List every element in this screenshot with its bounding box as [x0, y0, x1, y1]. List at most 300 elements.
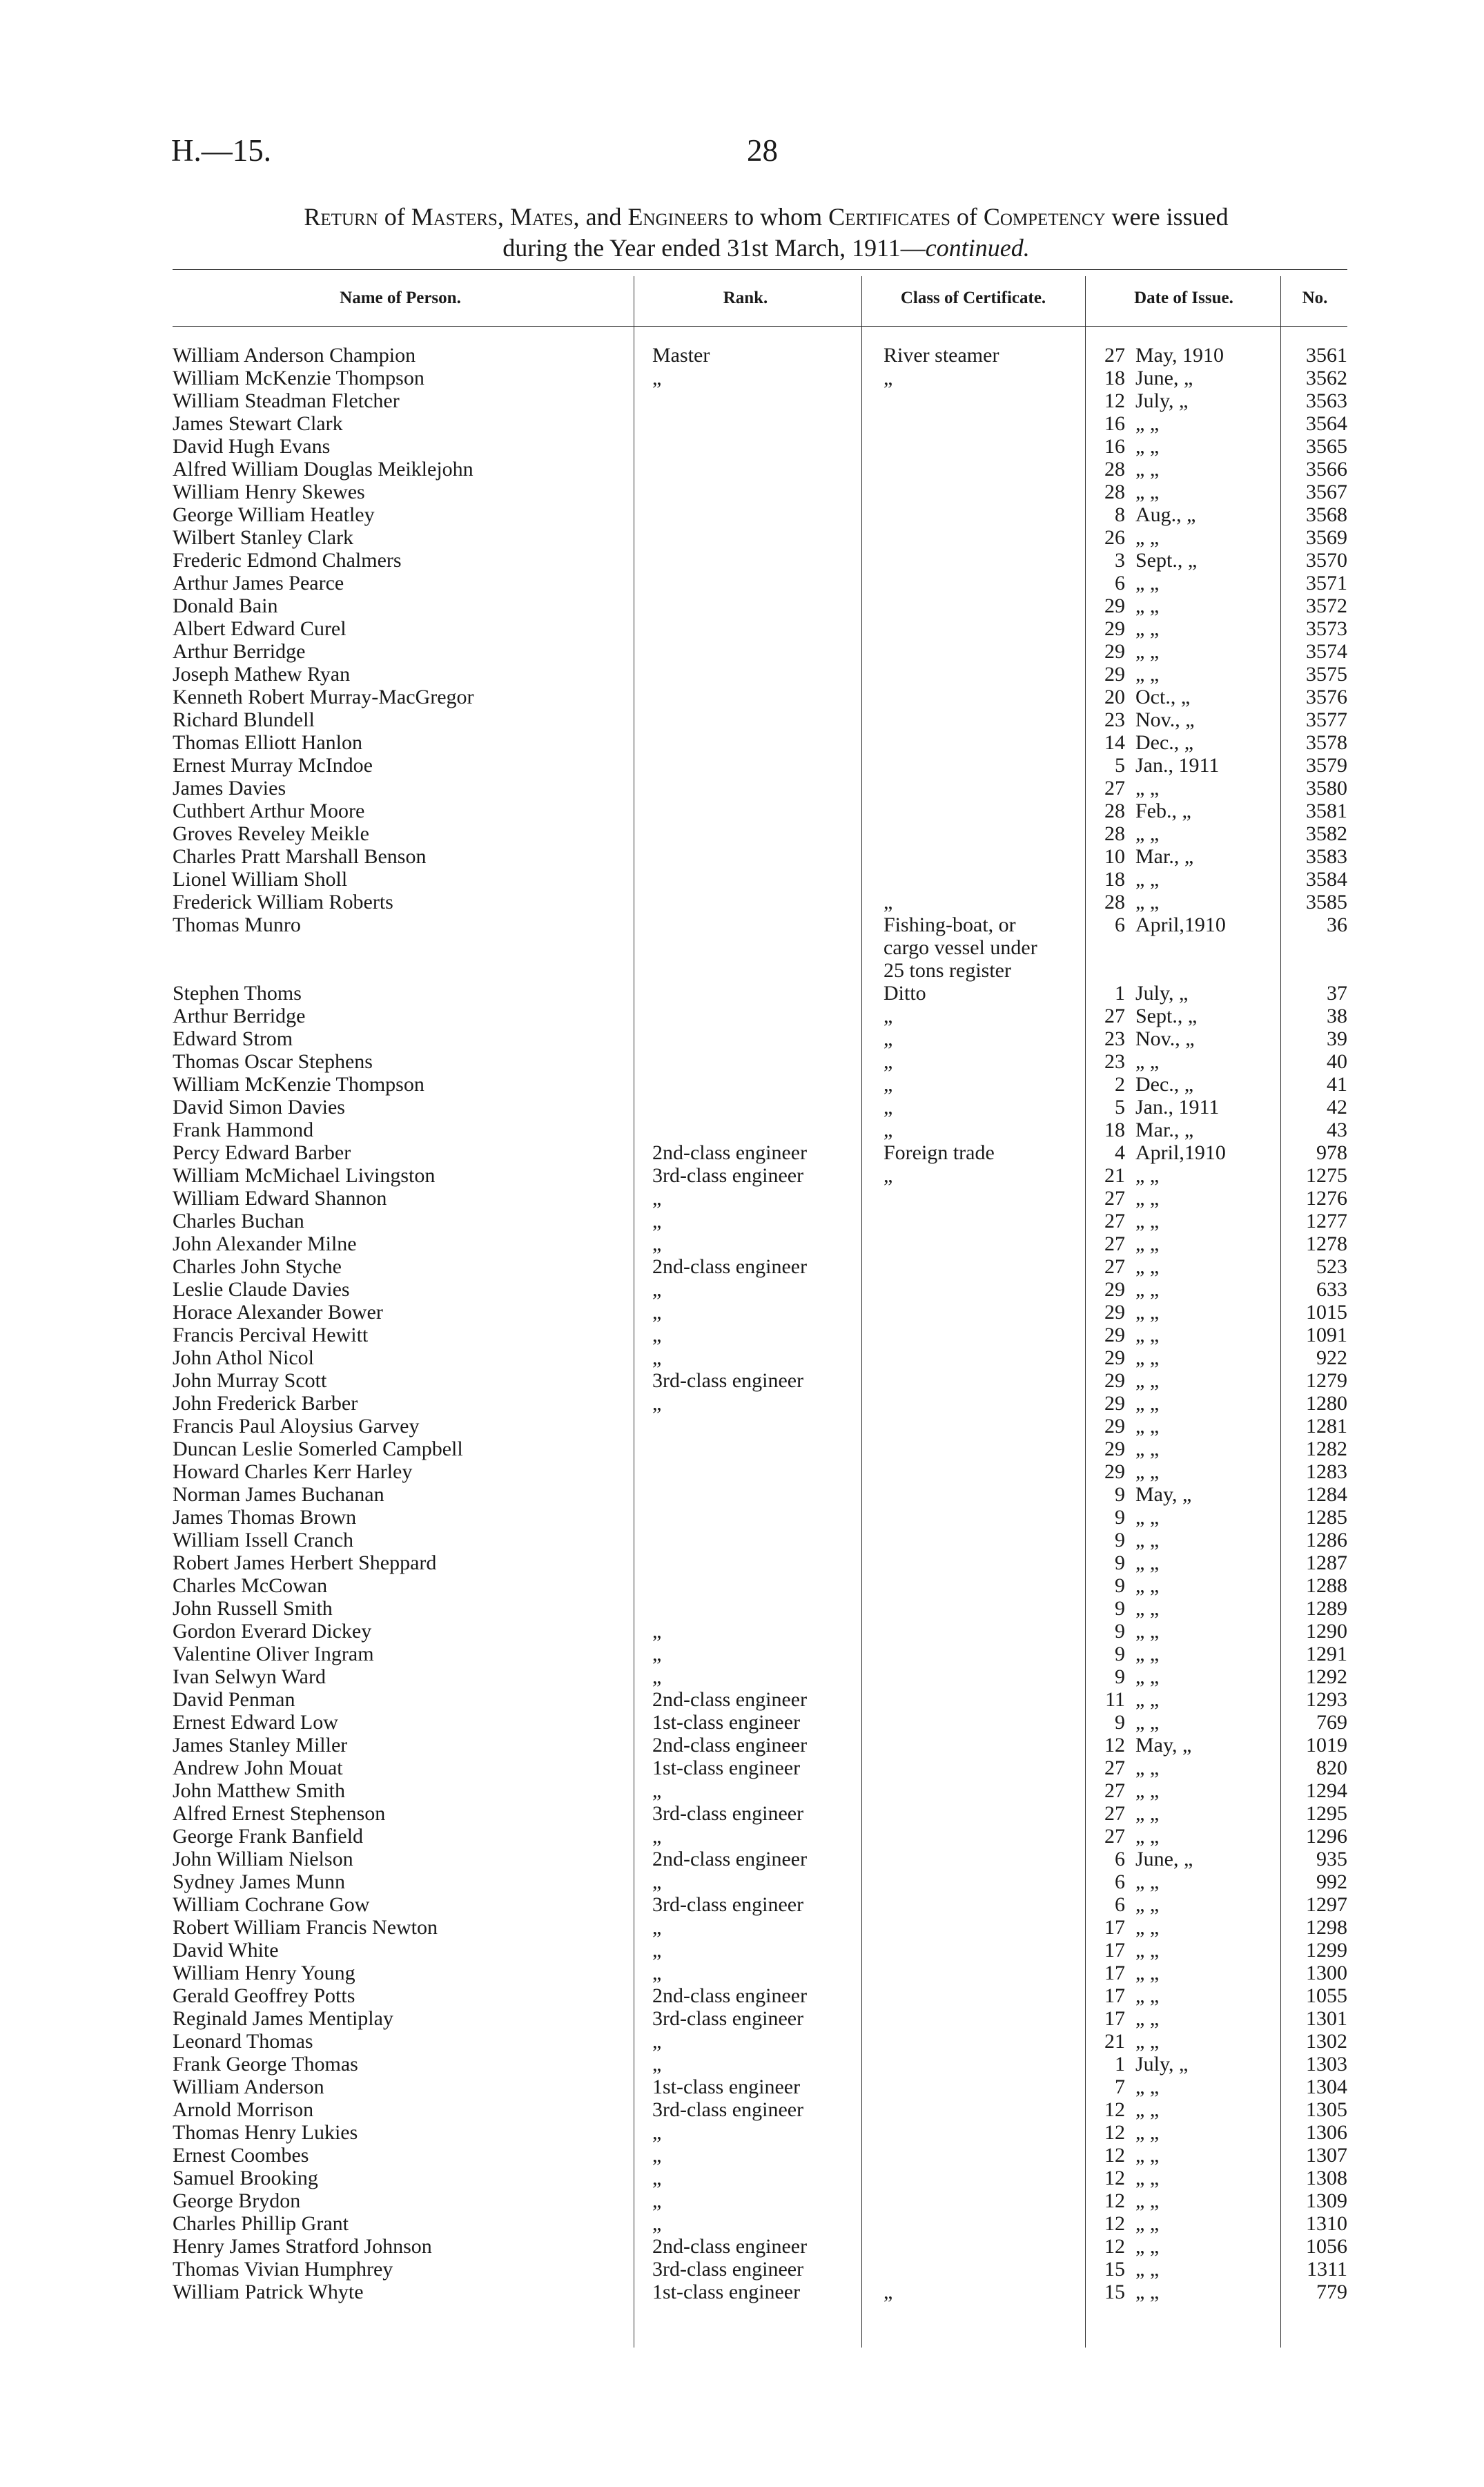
cell-name: Arthur Berridge: [173, 1005, 306, 1027]
cell-date: „ „: [1135, 617, 1160, 640]
cell-number: 1281: [1306, 1415, 1347, 1438]
cell-date: „ „: [1135, 435, 1160, 458]
cell-day: 18: [1104, 868, 1125, 891]
cell-date: „ „: [1135, 1187, 1160, 1210]
cell-rank: 1st-class engineer: [652, 2075, 801, 2098]
title-word: Return: [304, 203, 378, 231]
cell-day: 1: [1115, 982, 1125, 1005]
cell-day: 12: [1104, 2121, 1125, 2144]
cell-date: „ „: [1135, 2121, 1160, 2144]
table-row: [0, 435, 1484, 458]
table-row: [0, 412, 1484, 435]
cell-date: April,1910: [1135, 1141, 1226, 1164]
cell-rank: „: [652, 2167, 662, 2189]
cell-date: „ „: [1135, 1893, 1160, 1916]
cell-name: Charles Buchan: [173, 1210, 304, 1232]
cell-day: 18: [1104, 1119, 1125, 1141]
cell-number: 1295: [1306, 1802, 1347, 1825]
table-row: [0, 1369, 1484, 1392]
cell-date: „ „: [1135, 1551, 1160, 1574]
cell-name: Thomas Henry Lukies: [173, 2121, 358, 2144]
cell-day: 17: [1104, 1962, 1125, 1984]
cell-date: „ „: [1135, 1278, 1160, 1301]
cell-rank: „: [652, 1779, 662, 1802]
cell-number: 3563: [1306, 389, 1347, 412]
cell-date: „ „: [1135, 594, 1160, 617]
cell-name: William Steadman Fletcher: [173, 389, 400, 412]
cell-number: 1308: [1306, 2167, 1347, 2189]
cell-number: 523: [1316, 1255, 1347, 1278]
cell-day: 9: [1115, 1483, 1125, 1506]
cell-name: William Edward Shannon: [173, 1187, 387, 1210]
cell-name: Percy Edward Barber: [173, 1141, 351, 1164]
table-row: [0, 2258, 1484, 2281]
cell-date: „ „: [1135, 1232, 1160, 1255]
cell-day: 16: [1104, 435, 1125, 458]
cell-number: 1302: [1306, 2030, 1347, 2053]
table-row: [0, 594, 1484, 617]
cell-name: Frank Hammond: [173, 1119, 314, 1141]
table-row: [0, 2098, 1484, 2121]
cell-date: „ „: [1135, 1665, 1160, 1688]
cell-class: „: [883, 1119, 893, 1141]
cell-rank: 2nd-class engineer: [652, 1984, 808, 2007]
cell-day: 12: [1104, 2212, 1125, 2235]
table-row: [0, 2235, 1484, 2258]
table-row: [0, 1529, 1484, 1551]
table-row: [0, 572, 1484, 594]
cell-day: 28: [1104, 458, 1125, 481]
cell-number: 3582: [1306, 822, 1347, 845]
cell-day: 27: [1104, 1757, 1125, 1779]
cell-number: 1301: [1306, 2007, 1347, 2030]
cell-number: 769: [1316, 1711, 1347, 1734]
cell-name: William Cochrane Gow: [173, 1893, 370, 1916]
cell-number: 1310: [1306, 2212, 1347, 2235]
cell-rank: „: [652, 1210, 662, 1232]
cell-day: 28: [1104, 891, 1125, 913]
cell-day: 12: [1104, 1734, 1125, 1757]
cell-date: „ „: [1135, 1255, 1160, 1278]
cell-name: Francis Percival Hewitt: [173, 1324, 369, 1346]
cell-name: David Hugh Evans: [173, 435, 331, 458]
cell-class: 25 tons register: [883, 959, 1011, 982]
cell-day: 12: [1104, 2167, 1125, 2189]
cell-rank: „: [652, 1278, 662, 1301]
cell-name: Lionel William Sholl: [173, 868, 348, 891]
table-row: [0, 2212, 1484, 2235]
cell-name: John Murray Scott: [173, 1369, 327, 1392]
cell-class: „: [883, 367, 893, 389]
cell-name: David White: [173, 1939, 279, 1962]
cell-day: 27: [1104, 344, 1125, 367]
cell-number: 3561: [1306, 344, 1347, 367]
cell-name: Henry James Stratford Johnson: [173, 2235, 432, 2258]
table-row: [0, 1119, 1484, 1141]
cell-name: William McMichael Livingston: [173, 1164, 436, 1187]
cell-name: Norman James Buchanan: [173, 1483, 384, 1506]
cell-name: Edward Strom: [173, 1027, 293, 1050]
cell-number: 3567: [1306, 481, 1347, 503]
cell-day: 9: [1115, 1597, 1125, 1620]
cell-name: James Stanley Miller: [173, 1734, 348, 1757]
table-row: [0, 617, 1484, 640]
cell-number: 42: [1327, 1096, 1347, 1119]
cell-date: „ „: [1135, 2212, 1160, 2235]
cell-rank: 1st-class engineer: [652, 1711, 801, 1734]
cell-number: 1303: [1306, 2053, 1347, 2075]
cell-date: „ „: [1135, 1757, 1160, 1779]
cell-day: 18: [1104, 367, 1125, 389]
cell-rank: „: [652, 1939, 662, 1962]
column-header-date: Date of Issue.: [1134, 289, 1233, 307]
cell-number: 3565: [1306, 435, 1347, 458]
cell-name: Frank George Thomas: [173, 2053, 358, 2075]
table-row: [0, 1779, 1484, 1802]
cell-date: May, 1910: [1135, 344, 1224, 367]
cell-day: 17: [1104, 2007, 1125, 2030]
table-row: [0, 1005, 1484, 1027]
table-row: [0, 845, 1484, 868]
cell-name: Ernest Coombes: [173, 2144, 309, 2167]
table-row: [0, 913, 1484, 936]
cell-name: Gordon Everard Dickey: [173, 1620, 372, 1643]
cell-rank: 2nd-class engineer: [652, 1848, 808, 1870]
cell-number: 1296: [1306, 1825, 1347, 1848]
cell-date: „ „: [1135, 572, 1160, 594]
cell-date: „ „: [1135, 2030, 1160, 2053]
cell-day: 12: [1104, 2098, 1125, 2121]
cell-date: „ „: [1135, 2189, 1160, 2212]
title-word: and: [579, 203, 628, 231]
table-row: [0, 1164, 1484, 1187]
cell-date: Nov., „: [1135, 1027, 1195, 1050]
title-word: of: [950, 203, 984, 231]
cell-day: 29: [1104, 1438, 1125, 1460]
cell-date: „ „: [1135, 868, 1160, 891]
cell-rank: „: [652, 2212, 662, 2235]
title-word: were issued: [1105, 203, 1229, 231]
cell-number: 992: [1316, 1870, 1347, 1893]
cell-day: 27: [1104, 777, 1125, 800]
cell-name: Leslie Claude Davies: [173, 1278, 350, 1301]
table-row: [0, 1346, 1484, 1369]
cell-day: 2: [1115, 1073, 1125, 1096]
cell-name: Stephen Thoms: [173, 982, 302, 1005]
table-row: [0, 481, 1484, 503]
cell-name: Arthur James Pearce: [173, 572, 344, 594]
cell-number: 1289: [1306, 1597, 1347, 1620]
table-row: [0, 1962, 1484, 1984]
table-row: [0, 1096, 1484, 1119]
cell-date: „ „: [1135, 1460, 1160, 1483]
cell-day: 3: [1115, 549, 1125, 572]
cell-date: May, „: [1135, 1483, 1192, 1506]
cell-name: Joseph Mathew Ryan: [173, 663, 351, 686]
table-row: [0, 1050, 1484, 1073]
cell-name: Albert Edward Curel: [173, 617, 346, 640]
table-row: [0, 1506, 1484, 1529]
cell-number: 922: [1316, 1346, 1347, 1369]
cell-date: „ „: [1135, 526, 1160, 549]
cell-number: 3576: [1306, 686, 1347, 708]
cell-rank: „: [652, 2053, 662, 2075]
table-row: [0, 2121, 1484, 2144]
cell-name: Charles Pratt Marshall Benson: [173, 845, 427, 868]
cell-number: 1307: [1306, 2144, 1347, 2167]
cell-date: „ „: [1135, 640, 1160, 663]
cell-number: 3571: [1306, 572, 1347, 594]
table-row: [0, 2075, 1484, 2098]
cell-day: 9: [1115, 1711, 1125, 1734]
cell-day: 6: [1115, 572, 1125, 594]
cell-rank: 2nd-class engineer: [652, 1255, 808, 1278]
table-row: [0, 891, 1484, 913]
cell-rank: 1st-class engineer: [652, 2281, 801, 2303]
table-row: [0, 1073, 1484, 1096]
cell-date: Dec., „: [1135, 1073, 1194, 1096]
cell-day: 27: [1104, 1005, 1125, 1027]
cell-day: 8: [1115, 503, 1125, 526]
cell-date: „ „: [1135, 1438, 1160, 1460]
table-row: [0, 1210, 1484, 1232]
column-header-class: Class of Certificate.: [900, 289, 1046, 307]
table-row: [0, 2281, 1484, 2303]
cell-number: 3562: [1306, 367, 1347, 389]
table-row: [0, 2030, 1484, 2053]
cell-day: 12: [1104, 2235, 1125, 2258]
table-row: [0, 1893, 1484, 1916]
cell-rank: „: [652, 1665, 662, 1688]
cell-date: May, „: [1135, 1734, 1192, 1757]
cell-date: Jan., 1911: [1135, 754, 1220, 777]
cell-date: „ „: [1135, 2098, 1160, 2121]
cell-name: Arnold Morrison: [173, 2098, 314, 2121]
cell-date: „ „: [1135, 1346, 1160, 1369]
table-row: [0, 1665, 1484, 1688]
cell-date: „ „: [1135, 1779, 1160, 1802]
table-row: [0, 663, 1484, 686]
cell-number: 1311: [1307, 2258, 1347, 2281]
cell-day: 9: [1115, 1574, 1125, 1597]
cell-date: „ „: [1135, 663, 1160, 686]
cell-number: 3575: [1306, 663, 1347, 686]
cell-name: William Anderson: [173, 2075, 324, 2098]
table-row: [0, 2144, 1484, 2167]
table-row: [0, 1460, 1484, 1483]
cell-name: Thomas Elliott Hanlon: [173, 731, 362, 754]
title-line-2-text: during the Year ended 31st March, 1911—: [502, 234, 926, 262]
table-row: [0, 2007, 1484, 2030]
cell-number: 3572: [1306, 594, 1347, 617]
cell-name: John Alexander Milne: [173, 1232, 357, 1255]
cell-date: Feb., „: [1135, 800, 1191, 822]
cell-day: 27: [1104, 1187, 1125, 1210]
cell-date: „ „: [1135, 1870, 1160, 1893]
cell-rank: „: [652, 1870, 662, 1893]
table-row: [0, 1984, 1484, 2007]
cell-number: 36: [1327, 913, 1347, 936]
cell-rank: „: [652, 1643, 662, 1665]
cell-date: „ „: [1135, 1643, 1160, 1665]
cell-date: Nov., „: [1135, 708, 1195, 731]
cell-class: „: [883, 1005, 893, 1027]
cell-number: 1300: [1306, 1962, 1347, 1984]
cell-number: 40: [1327, 1050, 1347, 1073]
cell-number: 1309: [1306, 2189, 1347, 2212]
cell-rank: 2nd-class engineer: [652, 1734, 808, 1757]
column-header-rank: Rank.: [723, 289, 768, 307]
cell-name: Frederic Edmond Chalmers: [173, 549, 402, 572]
cell-name: William McKenzie Thompson: [173, 1073, 424, 1096]
table-row: [0, 1255, 1484, 1278]
cell-day: 23: [1104, 1027, 1125, 1050]
cell-number: 1015: [1306, 1301, 1347, 1324]
cell-name: John Russell Smith: [173, 1597, 333, 1620]
cell-name: John Frederick Barber: [173, 1392, 358, 1415]
cell-name: John Athol Nicol: [173, 1346, 315, 1369]
cell-number: 3568: [1306, 503, 1347, 526]
cell-day: 23: [1104, 708, 1125, 731]
cell-day: 27: [1104, 1802, 1125, 1825]
cell-date: „ „: [1135, 777, 1160, 800]
cell-name: Valentine Oliver Ingram: [173, 1643, 374, 1665]
cell-day: 21: [1104, 1164, 1125, 1187]
cell-day: 20: [1104, 686, 1125, 708]
cell-rank: „: [652, 1620, 662, 1643]
cell-name: George Frank Banfield: [173, 1825, 364, 1848]
table-row: [0, 1939, 1484, 1962]
cell-rank: 3rd-class engineer: [652, 2258, 804, 2281]
cell-day: 29: [1104, 1415, 1125, 1438]
cell-rank: 3rd-class engineer: [652, 2098, 804, 2121]
cell-rank: „: [652, 2144, 662, 2167]
cell-number: 3574: [1306, 640, 1347, 663]
cell-number: 1291: [1306, 1643, 1347, 1665]
cell-class: „: [883, 1027, 893, 1050]
cell-name: George William Heatley: [173, 503, 375, 526]
cell-date: „ „: [1135, 2007, 1160, 2030]
cell-date: „ „: [1135, 1916, 1160, 1939]
cell-number: 1294: [1306, 1779, 1347, 1802]
cell-class: cargo vessel under: [883, 936, 1037, 959]
cell-day: 9: [1115, 1506, 1125, 1529]
cell-day: 29: [1104, 663, 1125, 686]
table-row: [0, 1802, 1484, 1825]
cell-date: June, „: [1135, 1848, 1193, 1870]
cell-number: 1019: [1306, 1734, 1347, 1757]
cell-day: 27: [1104, 1210, 1125, 1232]
document-reference: H.—15.: [171, 133, 271, 168]
cell-class: „: [883, 2281, 893, 2303]
table-row: [0, 1825, 1484, 1848]
cell-rank: „: [652, 1324, 662, 1346]
cell-number: 1276: [1306, 1187, 1347, 1210]
cell-day: 27: [1104, 1232, 1125, 1255]
cell-rank: „: [652, 1392, 662, 1415]
cell-date: Aug., „: [1135, 503, 1196, 526]
cell-number: 1275: [1306, 1164, 1347, 1187]
cell-date: „ „: [1135, 1506, 1160, 1529]
cell-number: 3578: [1306, 731, 1347, 754]
column-header-number: No.: [1302, 289, 1328, 307]
table-row: [0, 1551, 1484, 1574]
cell-number: 1091: [1306, 1324, 1347, 1346]
cell-day: 10: [1104, 845, 1125, 868]
cell-day: 29: [1104, 1346, 1125, 1369]
cell-day: 12: [1104, 2189, 1125, 2212]
cell-day: 11: [1105, 1688, 1125, 1711]
cell-date: „ „: [1135, 822, 1160, 845]
cell-date: „ „: [1135, 1415, 1160, 1438]
title-word: Competency: [983, 203, 1106, 231]
table-row: [0, 1415, 1484, 1438]
cell-name: Groves Reveley Meikle: [173, 822, 369, 845]
cell-date: Sept., „: [1135, 549, 1198, 572]
table-row: [0, 1141, 1484, 1164]
table-row: [0, 1597, 1484, 1620]
cell-name: Sydney James Munn: [173, 1870, 345, 1893]
cell-day: 28: [1104, 481, 1125, 503]
cell-date: „ „: [1135, 1984, 1160, 2007]
table-row: [0, 344, 1484, 367]
cell-name: George Brydon: [173, 2189, 301, 2212]
cell-date: „ „: [1135, 412, 1160, 435]
cell-date: July, „: [1135, 389, 1189, 412]
cell-name: Robert William Francis Newton: [173, 1916, 438, 1939]
cell-name: John Matthew Smith: [173, 1779, 346, 1802]
cell-number: 1285: [1306, 1506, 1347, 1529]
cell-number: 43: [1327, 1119, 1347, 1141]
cell-number: 820: [1316, 1757, 1347, 1779]
cell-day: 17: [1104, 1984, 1125, 2007]
cell-name: Thomas Munro: [173, 913, 301, 936]
cell-day: 5: [1115, 754, 1125, 777]
cell-name: William Henry Young: [173, 1962, 355, 1984]
table-title: [179, 202, 1353, 264]
cell-number: 3583: [1306, 845, 1347, 868]
table-row: [0, 1438, 1484, 1460]
cell-name: Thomas Vivian Humphrey: [173, 2258, 393, 2281]
cell-name: Alfred William Douglas Meiklejohn: [173, 458, 473, 481]
title-line-1: [179, 202, 1353, 233]
cell-number: 1280: [1306, 1392, 1347, 1415]
cell-date: „ „: [1135, 1825, 1160, 1848]
cell-date: July, „: [1135, 982, 1189, 1005]
cell-date: Jan., 1911: [1135, 1096, 1220, 1119]
cell-rank: „: [652, 2121, 662, 2144]
cell-name: David Simon Davies: [173, 1096, 345, 1119]
cell-day: 7: [1115, 2075, 1125, 2098]
table-row: [0, 549, 1484, 572]
table-row: [0, 822, 1484, 845]
cell-name: Donald Bain: [173, 594, 278, 617]
cell-date: „ „: [1135, 1050, 1160, 1073]
cell-day: 29: [1104, 640, 1125, 663]
cell-date: „ „: [1135, 891, 1160, 913]
cell-day: 27: [1104, 1825, 1125, 1848]
cell-number: 1298: [1306, 1916, 1347, 1939]
cell-rank: „: [652, 367, 662, 389]
cell-day: 17: [1104, 1939, 1125, 1962]
cell-date: „ „: [1135, 2258, 1160, 2281]
cell-rank: 3rd-class engineer: [652, 1164, 804, 1187]
cell-class: River steamer: [883, 344, 999, 367]
cell-name: James Thomas Brown: [173, 1506, 357, 1529]
cell-date: „ „: [1135, 2167, 1160, 2189]
cell-rank: „: [652, 1916, 662, 1939]
header-rule-top: [173, 269, 1347, 270]
